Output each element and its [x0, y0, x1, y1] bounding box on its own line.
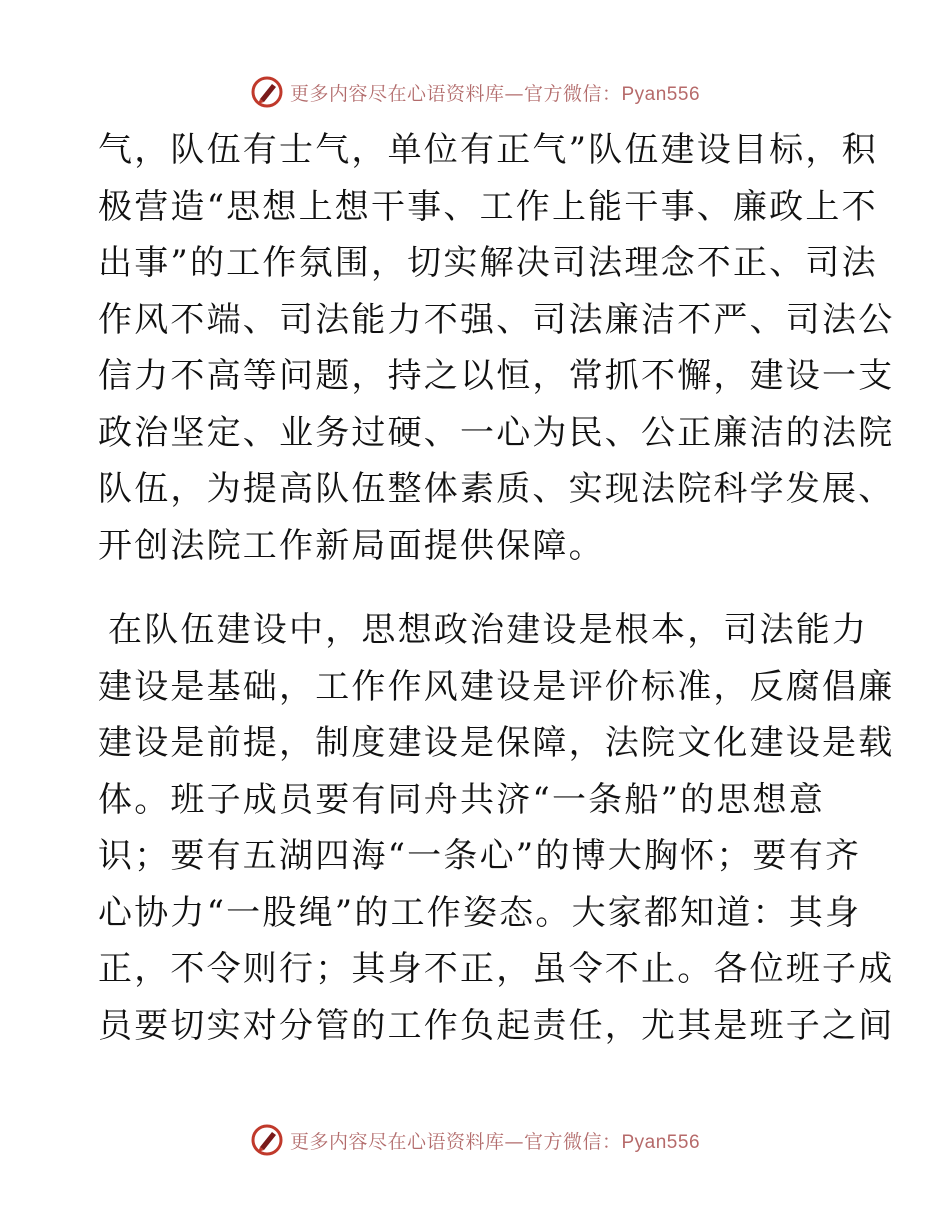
text-line: 气，队伍有士气，单位有正气”队伍建设目标，积	[98, 130, 878, 170]
text-line: 建设是前提，制度建设是保障，法院文化建设是载	[98, 723, 895, 763]
text-line: 建设是基础，工作作风建设是评价标准，反腐倡廉	[98, 666, 895, 707]
document-body	[98, 122, 895, 1054]
paragraph-1	[98, 122, 895, 574]
text-line: 出事”的工作氛围，切实解决司法理念不正、司法	[98, 243, 878, 283]
text-line: 在队伍建设中，思想政治建设是根本，司法能力	[108, 610, 869, 650]
wechat-id: Pyan556	[621, 83, 701, 105]
text-line: 正，不令则行；其身不正，虽令不止。各位班子成	[98, 949, 895, 989]
text-line: 政治坚定、业务过硬、一心为民、公正廉洁的法院	[98, 412, 895, 453]
text-line: 心协力“一股绳”的工作姿态。大家都知道：其身	[98, 892, 862, 933]
paragraph-spacer	[98, 574, 850, 602]
banner-text: 更多内容尽在心语资料库—官方微信：Pyan556	[289, 1130, 701, 1153]
pen-logo-icon	[250, 1123, 284, 1157]
text-line: 员要切实对分管的工作负起责任，尤其是班子之间	[98, 1005, 895, 1046]
text-line: 极营造“思想上想干事、工作上能干事、廉政上不	[98, 186, 878, 227]
text-line: 开创法院工作新局面提供保障。	[98, 525, 605, 566]
paragraph-2	[98, 602, 895, 1054]
footer-watermark-banner	[0, 1120, 950, 1160]
header-watermark-banner	[0, 72, 950, 112]
text-line: 信力不高等问题，持之以恒，常抓不懈，建设一支	[98, 356, 895, 396]
text-line: 队伍，为提高队伍整体素质、实现法院科学发展、	[98, 469, 895, 509]
pen-logo-icon	[250, 75, 284, 109]
wechat-id: Pyan556	[621, 1131, 701, 1153]
text-line: 识；要有五湖四海“一条心”的博大胸怀；要有齐	[98, 836, 862, 876]
text-line: 作风不端、司法能力不强、司法廉洁不严、司法公	[98, 299, 895, 340]
banner-text: 更多内容尽在心语资料库—官方微信：Pyan556	[289, 82, 701, 105]
text-line: 体。班子成员要有同舟共济“一条船”的思想意	[98, 779, 825, 820]
